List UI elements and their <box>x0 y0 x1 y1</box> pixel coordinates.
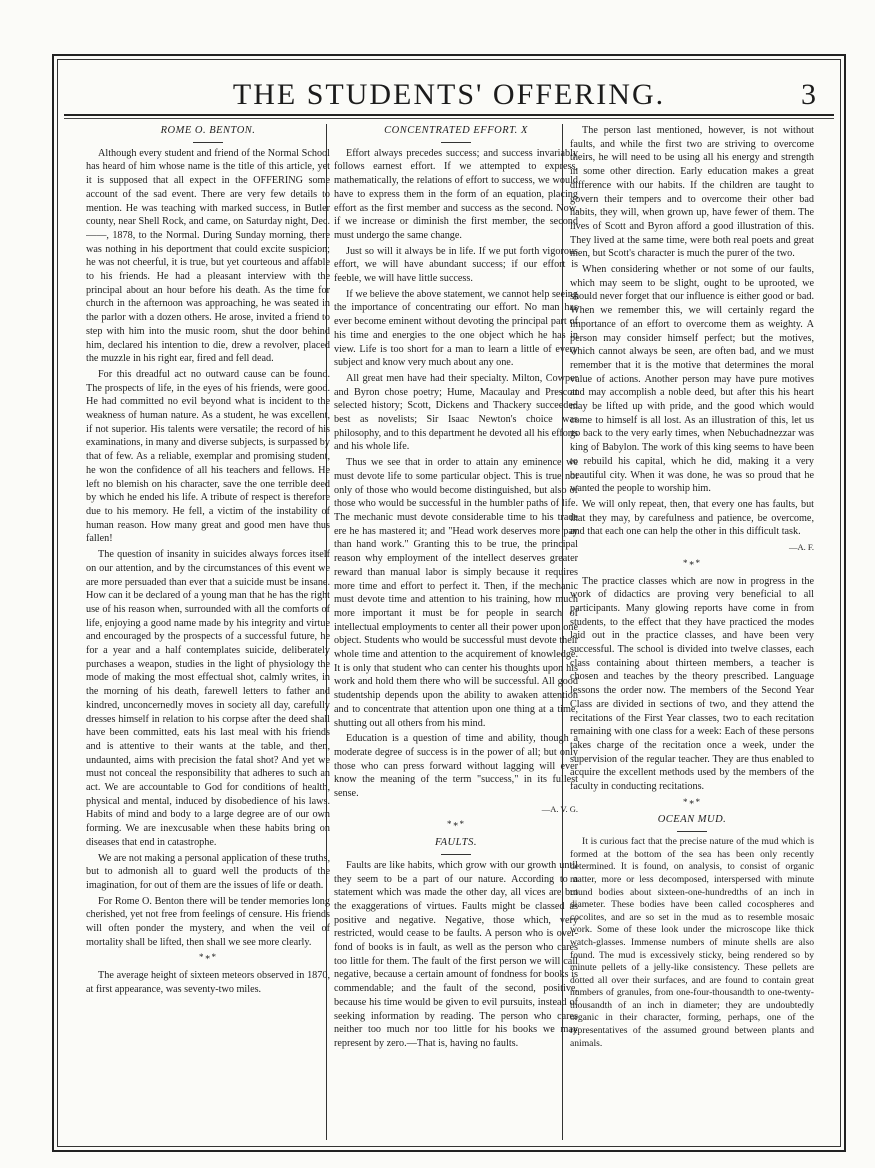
section-separator: *∗* <box>682 796 702 807</box>
article-heading-faults: FAULTS. <box>334 836 578 855</box>
masthead <box>64 62 834 114</box>
column-3 <box>570 124 814 1142</box>
paragraph: Faults are like habits, which grow with our growth until they seem to be a part of our nature. According to a statement which was made the other day, all vices are but the exaggerations of virtues. Faults might be classed as positive and negative. Negative, those which, very restricted, would cease to be faults. A person who is over-fond of books is in fault, as well as the person who cares too little for them. The fault of the first person we will call negative, because a certain amount of fondness for books is commendable; and the fault of the second, positive, because his time would be given to evil pursuits, instead of seeking information by reading. The person who cares neither too much nor too little for his books we may represent by zero.—That is, having no faults. <box>334 859 578 1049</box>
paragraph: For Rome O. Benton there will be tender memories long cherished, yet not free from feelings of censure. His friends will often ponder the mystery, and when the veil of mortality shall be lifted, then shall we see more clearly. <box>86 895 330 948</box>
masthead-rule <box>64 114 834 116</box>
paragraph: Thus we see that in order to attain any eminence we must devote life to some particular object. This is true not only of those who would become distinguished, but also of those who would be successful in the humbler paths of life. The mechanic must devote considerable time to his trade ere he has mastered it; and "Head work deserves more pay than hand work." Granting this to be true, the principal reason why employment of the intellect deserves greater reward than manual labor is simply because it requires more time and effort to perfect it. Then, if the mechanic must devote time and attention to his training, how much more important it must be for people in search of intellectual employments to center all their power upon one object. Students who would be successful must devote their whole time and attention to the acquirement of knowledge. It is only that student who can center his thoughts upon his work and hold them there who will be successful. All good studentship depends upon the ability to awaken attention and to concentrate that attention upon one thing at a time, shutting out all others from his mind. <box>334 457 578 729</box>
article-heading-rome-benton: ROME O. BENTON. <box>86 124 330 143</box>
newspaper-title: THE STUDENTS' OFFERING. <box>232 78 666 111</box>
section-separator: *∗* <box>446 819 466 830</box>
paragraph: Just so will it always be in life. If we put forth vigorous effort, we will have abundant success; if our effort is feeble, we will have little success. <box>334 245 578 285</box>
paragraph: Although every student and friend of the Normal School has heard of him whose name is the title of this article, yet it is supposed that all expect in the OFFERING some account of the sad event. There are very few details to mention. He was teaching with marked success, in Butler county, near Shell Rock, and came, on Saturday night, Dec. ——, 1878, to the Normal. During Sunday morning, there was nothing in his deportment that could excite suspicion; he was not cheerful, it is true, but yet courteous and affable to his friends. He had a pleasant interview with the principal about an hour before his death. As the time for church in the afternoon was approaching, he was seated in the parlor with a dozen others. He arose, invited a friend to step with him into the music room, shut the door behind him, declared his intention to die, drew a revolver, placed the muzzle in his right ear, fired and fell dead. <box>86 147 330 365</box>
paragraph: When considering whether or not some of our faults, which may seem to be slight, ought to be uprooted, we should never forget that our influence is either good or bad. When we remember this, we will certainly regard the importance of an effort to overcome them as weighty. A person may consider himself perfect; but the motives, which cannot always be seen, are often bad, and we must remember that it is the motive that determines the moral value of actions. Another person may have pure motives and may accomplish a noble deed, but after this his heart may be lifted up with pride, and the good which would come to himself is all lost. As an illustration of this, let us go back to the very early times, when Nebuchadnezzar was king of Babylon. The work of this king seems to have been to rebuild his capital, which he did, making it a very beautiful city. When it was done, he was so proud that he wanted the people to worship him. <box>570 264 814 495</box>
handwritten-mark: X <box>520 125 528 136</box>
masthead-rule-thin <box>64 118 834 119</box>
paragraph: Education is a question of time and ability, though a moderate degree of success is in the power of all; but only those who can press forward without lagging will ever know the meaning of the term "success," in its fullest sense. <box>334 733 578 800</box>
paragraph: It is curious fact that the precise nature of the mud which is formed at the bottom of the sea has been only recently determined. It is found, on analysis, to consist of organic matter, more or less decomposed, interspersed with minute round bodies about sixteen-one-hundredths of an inch in diameter. These bodies have been called cocospheres and cocolites, and are so set in the mud as to resemble mosaic work. Some of these look under the microscope like thick watch-glasses. Immense numbers of minute shells are also found. The mud is excessively sticky, being rendered so by minute pellets of a jelly-like consistency. These pellets are dotted all over their surfaces, and are found to contain great numbers of granules, from one-four-thousandth to one-twenty-thousandth of an inch in diameter; they are undoubtedly organic in their character, forming, perhaps, one of the representatives of the assumed ground between plants and animals. <box>570 836 814 1049</box>
paragraph: Effort always precedes success; and success invariably follows earnest effort. If we attempted to express, mathematically, the relations of effort to success, we would have to express them in the form of an equation, placing effort as the first member and success as the second. Now, if we increase or diminish the first member, the second must undergo the same change. <box>334 147 578 241</box>
page-number: 3 <box>801 78 816 111</box>
column-2 <box>334 124 578 1142</box>
paragraph: The person last mentioned, however, is not without faults, and while the first two are striving to overcome theirs, he will need to be using all his energy and strength in some other direction. Early education makes a great difference with our habits. If the children are taught to govern their tempers and to overcome their other bad habits, they will, when grown up, have fewer of them. The lives of Scott and Byron afford a good illustration of this. They lived at the same time, were both real poets and great men, but Scott's character is much the purer of the two. <box>570 125 814 260</box>
article-heading-concentrated-effort <box>334 124 578 143</box>
paragraph: For this dreadful act no outward cause can be found. The prospects of life, in the eyes of his friends, were good. He had committed no evil beyond what is incident to the weakness of human nature. As a student, he was excellent, if not superior. His talents were versatile; the record of his examinations, in many and diverse subjects, is surpassed by that of few. As a reliable, exemplar and promising student, he won the confidence of all his teachers and fellows. He left no blemish on his character, save the one terrible deed by which he ended his life. A tribute of respect is therefore due to his memory. He fell, a victim of the instability of human reason. How many great and good men have thus fallen! <box>86 368 330 545</box>
section-separator: *∗* <box>198 952 218 963</box>
paragraph: The question of insanity in suicides always forces itself on our attention, and by the circumstances of this event we are more persuaded than ever that a suicide must be insane. How can it be declared of a young man that he has the right use of his reason when, surrounded with all the comforts of life, enjoying a good name made by his integrity and virtue and encouraged by the prospects of a successful future, he for a year and a half contemplates suicide, deliberately purchases a weapon, studies in the light of physiology the mode of making the most effectual shot, calmly writes, in the morning of his death, farewell letters to father and kindred, unconcernedly moves in society all day, carefully dresses himself in relation to his corpse after the deed shall have been committed, eats his last meal with his friends and is attentive to their wants at the table, and then, undaunted, aims with precision the fatal shot? And yet we must not conceal the responsibility that adheres to such an act. We are accountable to God for conditions of health, physical and mental, induced by disobedience of his laws. Habits of mind and body to a large degree are of our own forming. We are inexcusable when these habits bring on diseases that end in catastrophe. <box>86 549 330 848</box>
article-heading-ocean-mud: OCEAN MUD. <box>570 813 814 832</box>
paragraph: The average height of sixteen meteors observed in 1870, at first appearance, was seventy-two miles. <box>86 970 330 995</box>
paragraph: All great men have had their specialty. Milton, Cowper and Byron chose poetry; Hume, Macaulay and Prescott selected history; Scott, Dickens and Thackery succeeded best as novelists; Sir Isaac Newton's choice was philosophy, and to this department he devoted all his efforts and his whole life. <box>334 372 578 453</box>
author-signature: —A. V. G. <box>541 803 578 814</box>
paragraph: We will only repeat, then, that every one has faults, but that they may, by carefulness and patience, be overcome, and that each one can help the other in this difficult task. <box>570 498 814 538</box>
section-separator: *∗* <box>682 557 702 568</box>
author-signature: —A. F. <box>788 542 814 553</box>
column-1 <box>86 124 330 1142</box>
heading-text: CONCENTRATED EFFORT. <box>384 125 518 136</box>
paragraph: We are not making a personal application of these truths, but to admonish all to guard well the products of the imagination, for out of them are the issues of life or death. <box>86 852 330 891</box>
paragraph: If we believe the above statement, we cannot help seeing the importance of concentrating our effort. No man has ever become eminent without devoting the principal part of his time and energies to the one object which he has in view. Life is too short for a man to learn a little of every subject and know very much about any one. <box>334 288 578 369</box>
paragraph: The practice classes which are now in progress in the work of didactics are proving very beneficial to all participants. Many glowing reports have come in from students, to the effect that they have practiced the modes laid out in the practice classes, and have been very successful. The school is divided into twelve classes, each class containing about thirteen members, a teacher is chosen and teaches by the theory prescribed. Language lessons the order now. The members of the Second Year Class are divided in sections of two, and they attend the recitations of the First Year classes, two to each recitation remaining with one class for a week: Each of these persons takes charge of the recitation once a week, under the supervision of the regular teacher. They are thus enabled to acquire the excellent methods used by the members of the faculty in conducting recitations. <box>570 575 814 793</box>
